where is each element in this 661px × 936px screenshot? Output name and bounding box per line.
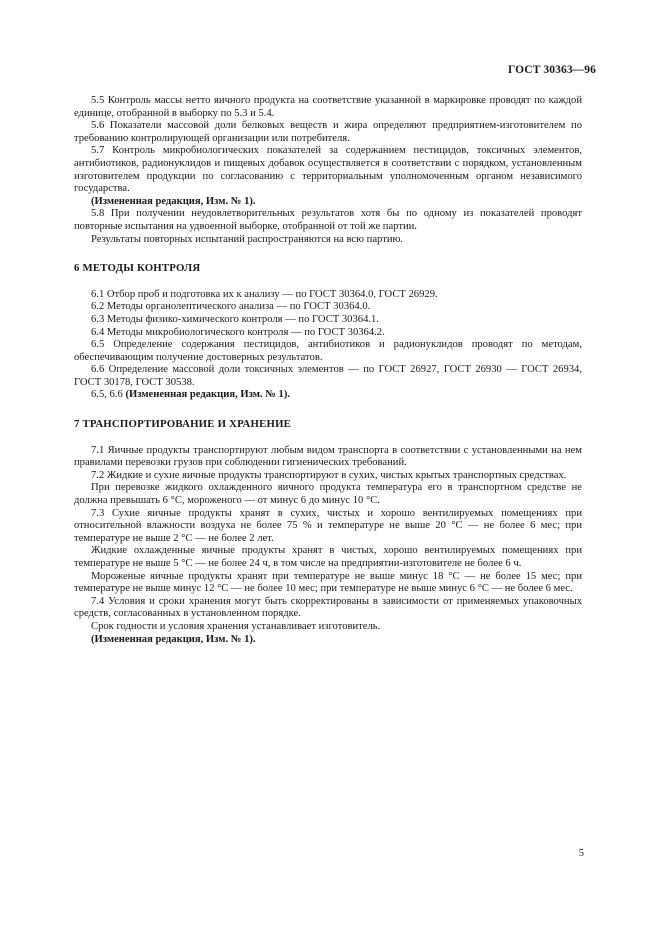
paragraph-6-3: 6.3 Методы физико-химического контроля — по ГОСТ 30364.1.	[91, 313, 379, 325]
paragraph-5-6: 5.6 Показатели массовой доли белковых веществ и жира определяют предприятием-изготовителем по требованию контролирующей организации или потребителя.	[74, 120, 582, 144]
paragraph-6-2: 6.2 Методы органолептического анализа — по ГОСТ 30364.0.	[91, 301, 371, 313]
paragraph-7-1: 7.1 Яичные продукты транспортируют любым видом транспорта в соответствии с установленными на нем правилами перевозки грузов при соблюдении гигиенических требований.	[74, 444, 582, 469]
page-number: 5	[578, 848, 584, 859]
amendment-note-5-7: (Измененная редакция, Изм. № 1).	[91, 195, 256, 207]
document-body	[74, 95, 582, 646]
document-number-header: ГОСТ 30363—96	[507, 64, 596, 76]
paragraph-7-3-frozen: Мороженые яичные продукты хранят при температуре не выше минус 18 °С — не более 15 мес; при температуре не выше минус 12 °С — не более 10 мес; при температуре не выше минус 6 °С — не более 6 мес.	[74, 570, 582, 595]
amendment-note-6-prefix: 6.5, 6.6	[91, 389, 126, 401]
paragraph-7-3-liquid: Жидкие охлажденные яичные продукты хранят в чистых, хорошо вентилируемых помещениях при температуре не выше 5 °С — не более 24 ч, в том числе на предприятии-изготовителе не более 6 ч.	[74, 545, 582, 569]
amendment-note-7: (Измененная редакция, Изм. № 1).	[91, 633, 256, 645]
section-7-title: 7 ТРАНСПОРТИРОВАНИЕ И ХРАНЕНИЕ	[74, 418, 292, 431]
paragraph-7-4-shelf-life: Срок годности и условия хранения устанавливает изготовитель.	[91, 620, 381, 632]
paragraph-5-5: 5.5 Контроль массы нетто яичного продукта на соответствие указанной в маркировке проводят по каждой единице, отобранной в выборку по 5.3 и 5.4.	[74, 95, 582, 119]
paragraph-7-2-liquid: При перевозке жидкого охлажденного яичного продукта температура его в транспортном средстве не должна превышать 6 °С, мороженого — от минус 6 до минус 10 °С.	[74, 482, 582, 507]
amendment-note-6-text: (Измененная редакция, Изм. № 1).	[125, 389, 290, 401]
paragraph-5-8: 5.8 При получении неудовлетворительных результатов хотя бы по одному из показателей проводят повторные испытания на удвоенной выборке, отобранной от той же партии.	[74, 208, 582, 232]
paragraph-6-5: 6.5 Определение содержания пестицидов, антибиотиков и радионуклидов проводят по методам, обеспечивающим получение достоверных результатов.	[74, 339, 582, 363]
section-6-title: 6 МЕТОДЫ КОНТРОЛЯ	[74, 262, 201, 275]
paragraph-7-4: 7.4 Условия и сроки хранения могут быть скорректированы в зависимости от применяемых упаковочных средств, согласованных в установленном порядке.	[74, 595, 582, 620]
paragraph-6-1: 6.1 Отбор проб и подготовка их к анализу — по ГОСТ 30364.0, ГОСТ 26929.	[91, 288, 438, 300]
paragraph-5-8-results: Результаты повторных испытаний распространяются на всю партию.	[91, 233, 404, 245]
paragraph-6-4: 6.4 Методы микробиологического контроля — по ГОСТ 30364.2.	[91, 326, 385, 338]
paragraph-7-3: 7.3 Сухие яичные продукты хранят в сухих, чистых и хорошо вентилируемых помещениях при относительной влажности воздуха не более 75 % и температуре не выше 20 °С — не более 6 мес; при температуре не выше 2 °С — не более 2 лет.	[74, 507, 582, 544]
paragraph-5-7: 5.7 Контроль микробиологических показателей за содержанием пестицидов, токсичных элементов, антибиотиков, радионуклидов и пищевых добавок осуществляется в соответствии с порядком, установленным изготовителем продукции по согласованию с территориальным уполномоченным органом независимого государства.	[74, 145, 582, 195]
amendment-note-6-5-6-6	[74, 389, 582, 402]
paragraph-6-6: 6.6 Определение массовой доли токсичных элементов — по ГОСТ 26927, ГОСТ 26930 — ГОСТ 26934, ГОСТ 30178, ГОСТ 30538.	[74, 364, 582, 388]
paragraph-7-2: 7.2 Жидкие и сухие яичные продукты транспортируют в сухих, чистых крытых транспортных средствах.	[91, 469, 567, 481]
